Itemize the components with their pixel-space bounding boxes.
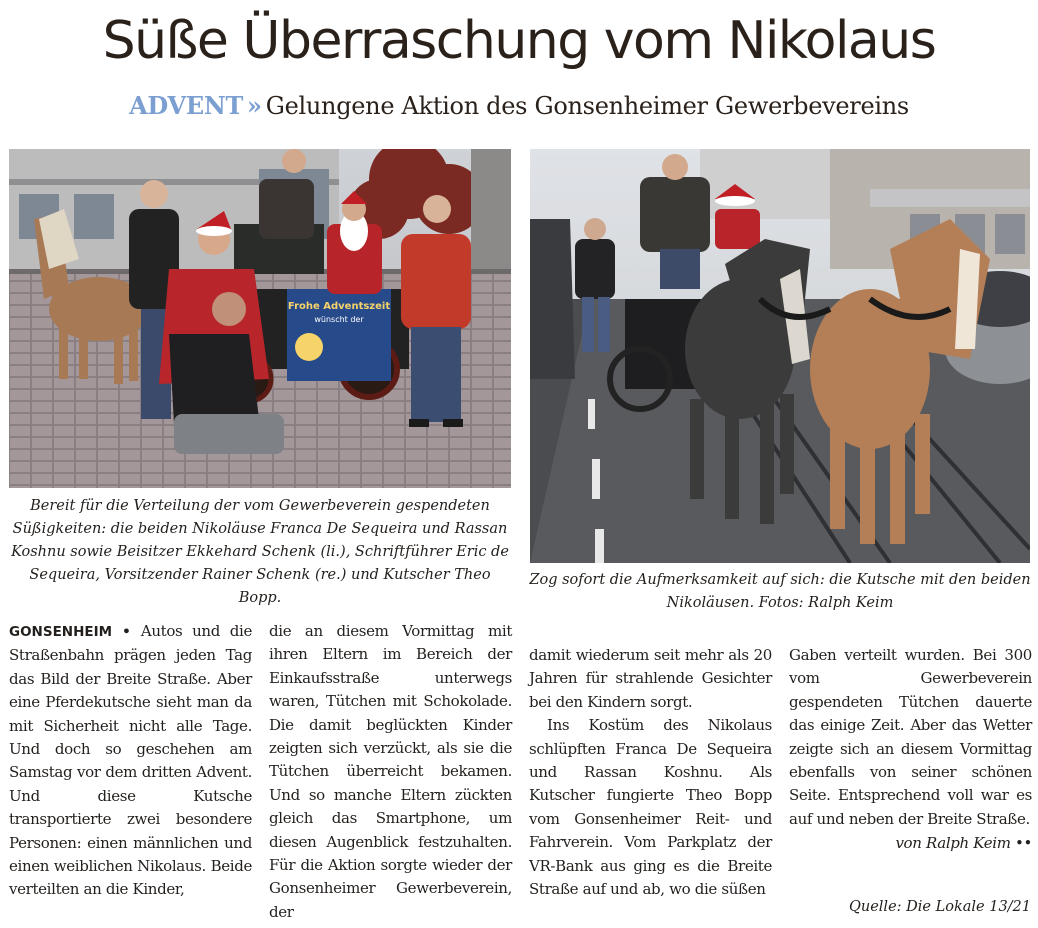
photo-left-illustration [9, 149, 511, 488]
subheadline [0, 86, 1038, 126]
paragraph-2-start: Ins Kostüm des Nikolaus schlüpften Franca De Sequeira und Rassan Koshnu. Als Kutscher fungierte Theo Bopp vom Gonsenheimer Reit- und Fahrverein. Vom Parkplatz der VR-Bank aus ging es die Breite Straße auf und ab, wo die süßen [529, 716, 772, 899]
banner-line1: Frohe Adventszeit [287, 301, 391, 312]
photo-group-with-carriage [9, 149, 511, 488]
source-note: Quelle: Die Lokale 13/21 [848, 899, 1031, 915]
headline: Süße Überraschung vom Nikolaus [102, 11, 936, 71]
photo-right-illustration [530, 149, 1030, 563]
byline [789, 832, 1032, 855]
paragraph-1-end: damit wiederum seit mehr als 20 Jahren für strahlende Gesichter bei den Kindern sorgt. [529, 646, 772, 711]
byline-author: von Ralph Keim [895, 834, 1015, 853]
subheadline-text: Gelungene Aktion des Gonsenheimer Gewerbevereins [265, 92, 909, 120]
photo-right-caption: Zog sofort die Aufmerksamkeit auf sich: die Kutsche mit den beiden Nikoläusen. Fotos: Ralph Keim [529, 572, 1031, 611]
banner-line2: wünscht der [314, 315, 364, 324]
kicker-separator: » [247, 91, 262, 120]
dateline: GONSENHEIM • [9, 624, 141, 640]
body-column-1 [9, 620, 252, 902]
kicker: ADVENT [129, 91, 244, 120]
end-mark: •• [1015, 834, 1032, 853]
paragraph-2-end: Gaben verteilt wurden. Bei 300 vom Gewerbeverein gespendeten Tütchen dauerte das einige Zeit. Aber das Wetter zeigte sich an diesem Vormittag ebenfalls von seiner schönen Seite. Entsprechend voll war es auf und neben der Breite Straße. [789, 646, 1032, 828]
photo-carriage-on-street [530, 149, 1030, 563]
body-column-3 [529, 644, 772, 901]
paragraph-1-start: GONSENHEIM • Autos und die Straßenbahn prägen jeden Tag das Bild der Breite Straße. Aber eine Pferdekutsche sieht man da mit Sicherheit nicht alle Tage. Und doch so geschehen am Samstag vor dem dritten Advent. Und diese Kutsche transportierte zwei besondere Personen: einen männlichen und einen weiblichen Nikolaus. Beide verteilten an die Kinder, [9, 622, 253, 899]
paragraph-1-cont: die an diesem Vormittag mit ihren Eltern im Bereich der Einkaufsstraße unterwegs waren, Tütchen mit Schokolade. Die damit beglückten Kinder zeigten sich verzückt, als sie die Tütchen überreicht bekamen. Und so manche Eltern zückten gleich das Smartphone, um diesen Augenblick festzuhalten. Für die Aktion sorgte wieder der Gonsenheimer Gewerbeverein, der [269, 622, 512, 921]
photo-left-caption: Bereit für die Verteilung der vom Gewerbeverein gespendeten Süßigkeiten: die beiden Nikoläuse Franca De Sequeira und Rassan Koshnu sowie Beisitzer Ekkehard Schenk (li.), Schriftführer Eric de Sequeira, Vorsitzender Rainer Schenk (re.) und Kutscher Theo Bopp. [11, 498, 509, 606]
body-column-2 [269, 620, 512, 924]
body-column-4 [789, 644, 1032, 856]
